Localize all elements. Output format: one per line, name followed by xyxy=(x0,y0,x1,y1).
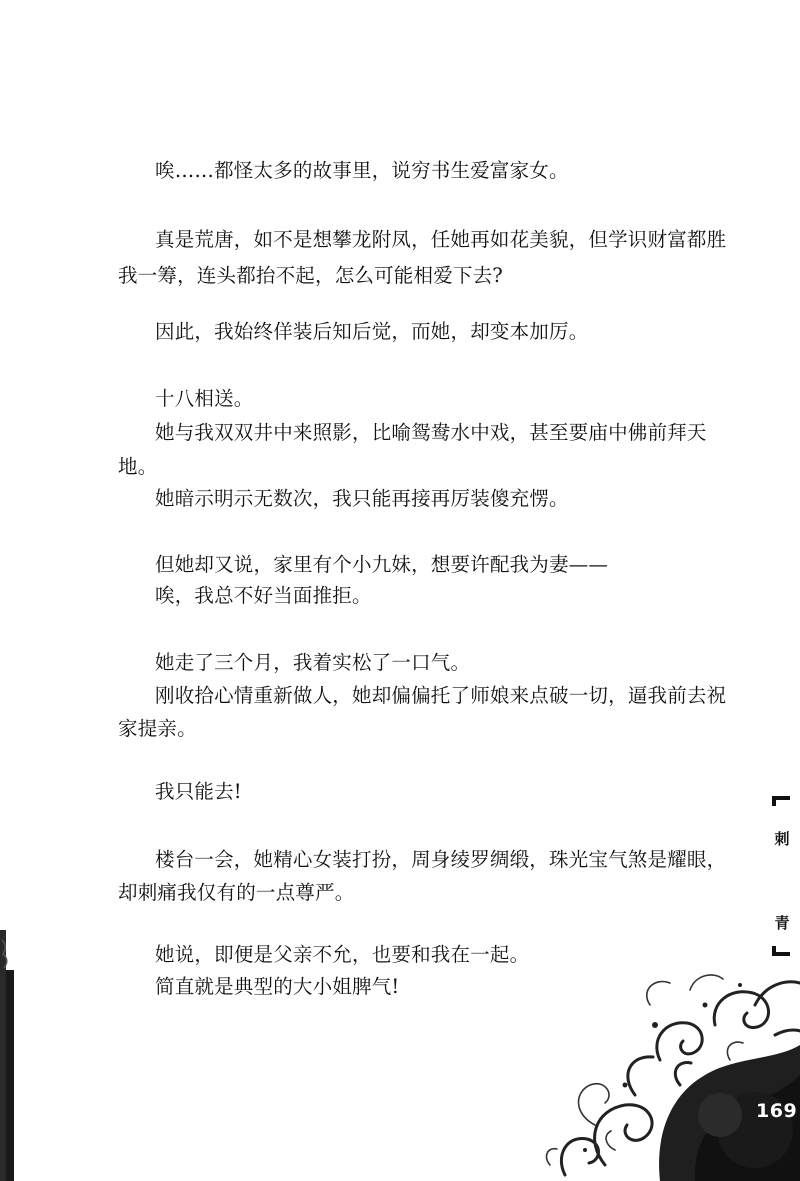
text-line-10: 唉，我总不好当面推拒。 xyxy=(155,584,372,607)
swirl-vine-ornament-icon xyxy=(455,965,800,1181)
text-line-16: 却刺痛我仅有的一点尊严。 xyxy=(118,881,355,904)
text-line-4: 因此，我始终佯装后知后觉，而她，却变本加厉。 xyxy=(155,320,589,343)
text-line-9: 但她却又说，家里有个小九妹，想要许配我为妻—— xyxy=(155,553,609,576)
page-number: 169 xyxy=(756,1100,798,1122)
text-line-13: 家提亲。 xyxy=(118,717,197,740)
text-line-11: 她走了三个月，我着实松了一口气。 xyxy=(155,651,471,674)
text-line-8: 她暗示明示无数次，我只能再接再厉装傻充愣。 xyxy=(155,487,569,510)
text-line-6: 她与我双双井中来照影，比喻鸳鸯水中戏，甚至要庙中佛前拜天 xyxy=(155,421,707,444)
side-title-char-1: 刺 xyxy=(774,830,790,848)
text-line-15: 楼台一会，她精心女装打扮，周身绫罗绸缎，珠光宝气煞是耀眼， xyxy=(155,848,727,871)
text-line-5: 十八相送。 xyxy=(155,387,254,410)
side-title-bracket-top xyxy=(772,796,790,806)
side-title-bracket-bottom xyxy=(772,946,790,956)
text-line-17: 她说，即便是父亲不允，也要和我在一起。 xyxy=(155,943,530,966)
text-line-12: 刚收拾心情重新做人，她却偏偏托了师娘来点破一切，逼我前去祝 xyxy=(155,684,727,707)
left-edge-strip-icon xyxy=(0,930,14,1181)
text-line-7: 地。 xyxy=(118,455,158,478)
text-line-18: 简直就是典型的大小姐脾气! xyxy=(155,975,400,998)
text-line-2: 真是荒唐，如不是想攀龙附凤，任她再如花美貌，但学识财富都胜 xyxy=(155,228,727,251)
text-line-3: 我一筹，连头都抬不起，怎么可能相爱下去? xyxy=(118,264,503,287)
text-line-1: 唉……都怪太多的故事里，说穷书生爱富家女。 xyxy=(155,159,569,182)
text-line-14: 我只能去! xyxy=(155,780,242,803)
side-title-char-2: 青 xyxy=(774,914,790,932)
